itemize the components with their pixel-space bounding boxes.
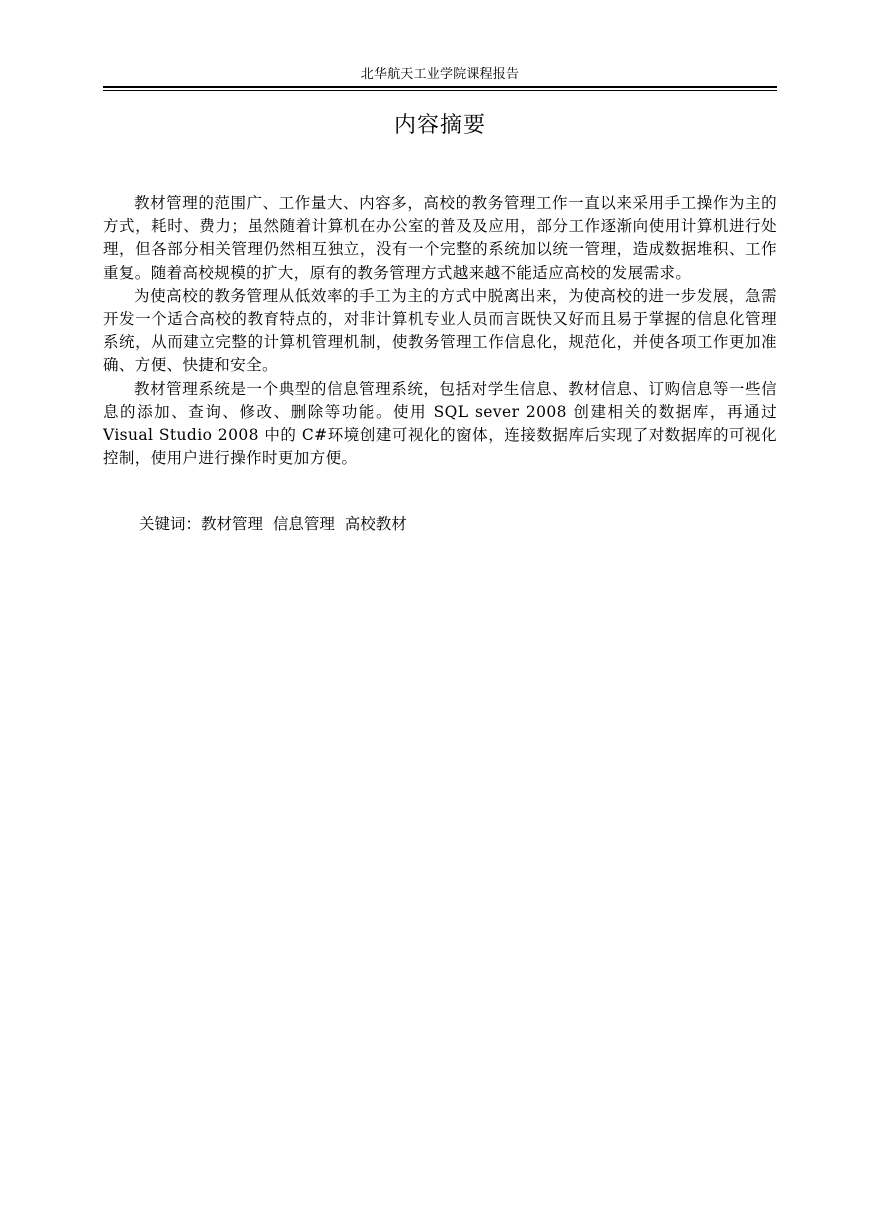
keywords-label: 关键词： (139, 515, 202, 533)
abstract-paragraph-3: 教材管理系统是一个典型的信息管理系统，包括对学生信息、教材信息、订购信息等一些信息的添加、查询、修改、删除等功能。使用 SQL sever 2008 创建相关的数据库，再通过 Visual Studio 2008 中的 C#环境创建可视化的窗体，连接数据库后实现了对数据库的可视化控制，使用户进行操作时更加方便。 (103, 379, 777, 468)
abstract-body (103, 192, 777, 470)
page-title: 内容摘要 (393, 113, 486, 138)
header-divider (103, 86, 777, 91)
keywords-value: 教材管理 信息管理 高校教材 (201, 515, 407, 533)
abstract-paragraph-2: 为使高校的教务管理从低效率的手工为主的方式中脱离出来，为使高校的进一步发展，急需开发一个适合高校的教育特点的，对非计算机专业人员而言既快又好而且易于掌握的信息化管理系统，从而建立完整的计算机管理机制，使教务管理工作信息化，规范化，并使各项工作更加准确、方便、快捷和安全。 (103, 286, 777, 375)
keywords-line (139, 513, 407, 535)
page-header: 北华航天工业学院课程报告 (360, 67, 520, 82)
abstract-paragraph-1: 教材管理的范围广、工作量大、内容多，高校的教务管理工作一直以来采用手工操作为主的方式，耗时、费力；虽然随着计算机在办公室的普及及应用，部分工作逐渐向使用计算机进行处理，但各部分相关管理仍然相互独立，没有一个完整的系统加以统一管理，造成数据堆积、工作重复。随着高校规模的扩大，原有的教务管理方式越来越不能适应高校的发展需求。 (103, 194, 777, 282)
